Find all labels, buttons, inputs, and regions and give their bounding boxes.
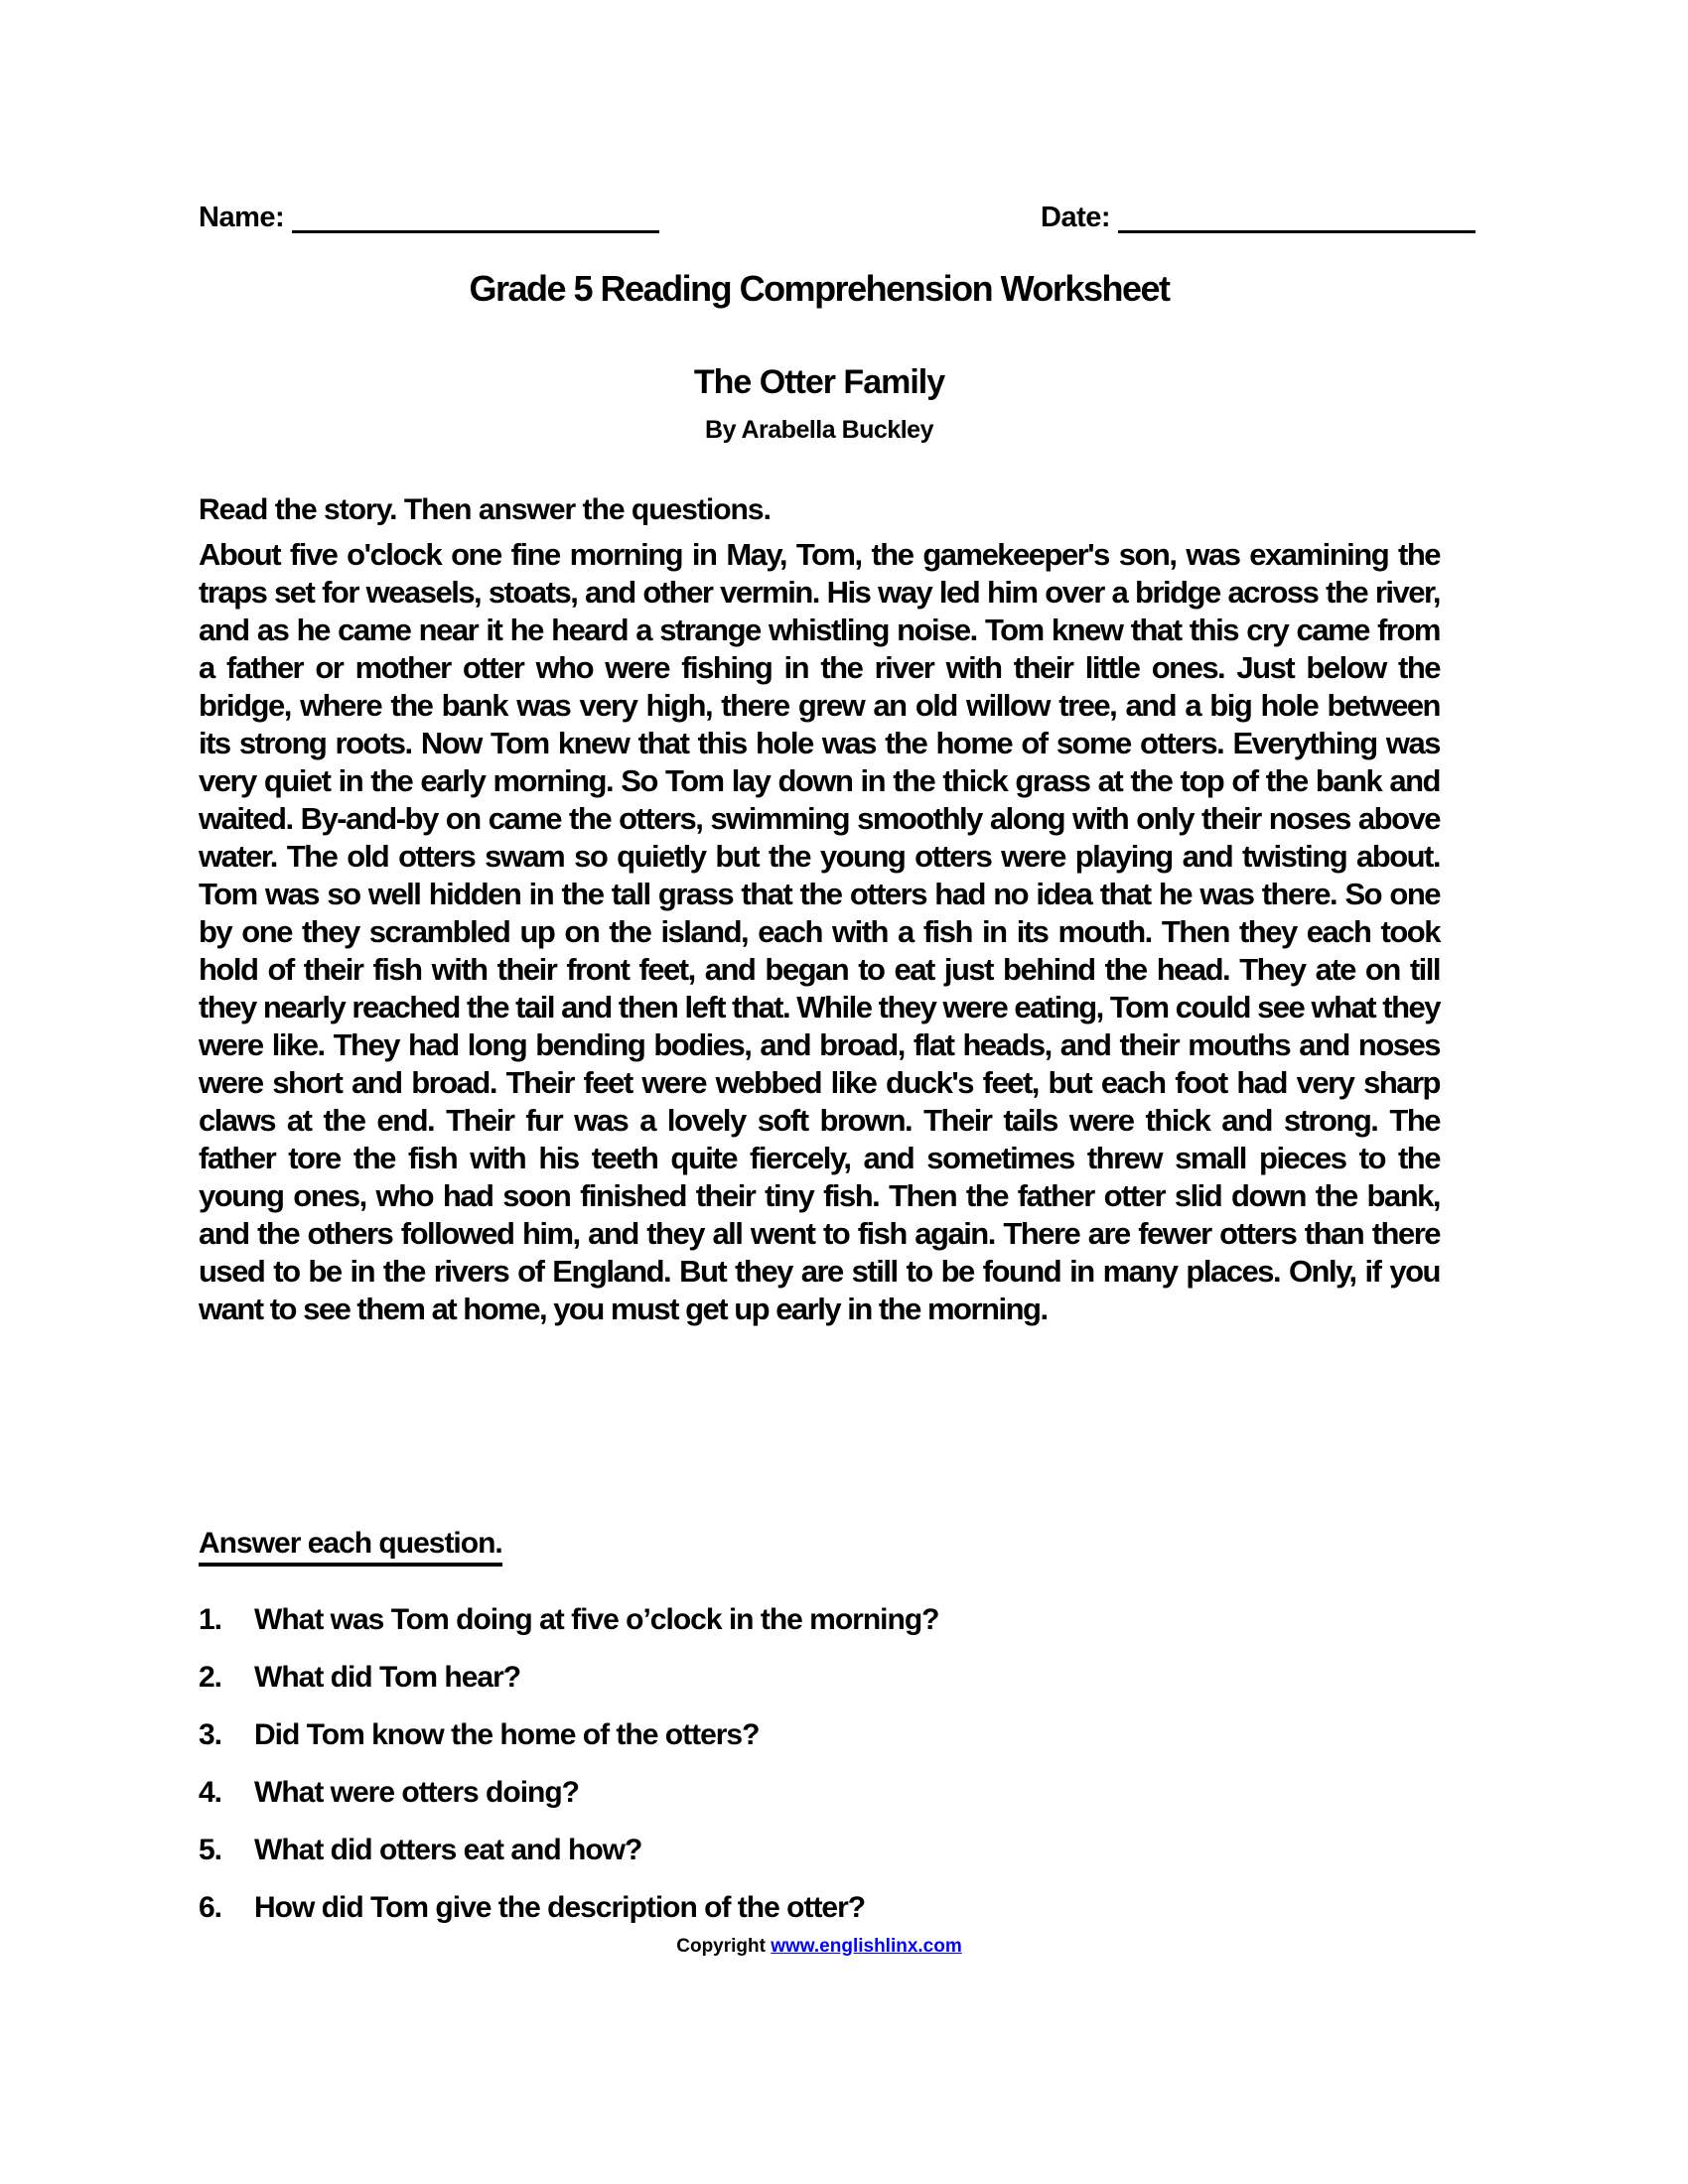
worksheet-title: Grade 5 Reading Comprehension Worksheet: [469, 268, 1170, 309]
story-instructions: Read the story. Then answer the questions.: [199, 493, 771, 526]
question-item: [199, 1659, 1440, 1697]
question-item: [199, 1774, 1440, 1812]
story-text: About five o'clock one fine morning in May, Tom, the gamekeeper's son, was examining the traps set for weasels, stoats, and other vermin. His way led him over a bridge across the river, and as he came near it he heard a strange whistling noise. Tom knew that this cry came from a father or mother otter who were fishing in the river with their little ones. Just below the bridge, where the bank was very high, there grew an old willow tree, and a big hole between its strong roots. Now Tom knew that this hole was the home of some otters. Everything was very quiet in the early morning. So Tom lay down in the thick grass at the top of the bank and waited. By-and-by on came the otters, swimming smoothly along with only their noses above water. The old otters swam so quietly but the young otters were playing and twisting about. Tom was so well hidden in the tall grass that the otters had no idea that he was there. So one by one they scrambled up on the island, each with a fish in its mouth. Then they each took hold of their fish with their front feet, and began to eat just behind the head. They ate on till they nearly reached the tail and then left that. While they were eating, Tom could see what they were like. They had long bending bodies, and broad, flat heads, and their mouths and noses were short and broad. Their feet were webbed like duck's feet, but each foot had very sharp claws at the end. Their fur was a lovely soft brown. Their tails were thick and strong. The father tore the fish with his teeth quite fiercely, and sometimes threw small pieces to the young ones, who had soon finished their tiny fish. Then the father otter slid down the bank, and the others followed him, and they all went to fish again. There are fewer otters than there used to be in the rivers of England. But they are still to be found in many places. Only, if you want to see them at home, you must get up early in the morning.: [199, 537, 1440, 1326]
question-number: 5.: [199, 1834, 222, 1866]
question-number: 3.: [199, 1718, 222, 1751]
question-text: How did Tom give the description of the otter?: [254, 1891, 866, 1924]
question-number: 6.: [199, 1891, 222, 1924]
questions-list: [199, 1601, 1440, 1947]
question-item: [199, 1601, 1440, 1639]
name-blank-line: [292, 202, 659, 233]
story-byline: By Arabella Buckley: [705, 416, 933, 444]
story-title: The Otter Family: [693, 363, 945, 401]
footer: [199, 1936, 1440, 1958]
question-item: [199, 1716, 1440, 1754]
question-number: 1.: [199, 1603, 222, 1636]
date-field: [1041, 202, 1476, 234]
question-text: What did otters eat and how?: [254, 1834, 642, 1866]
copyright-label: Copyright: [676, 1936, 766, 1957]
question-text: Did Tom know the home of the otters?: [254, 1718, 760, 1751]
name-field: [199, 202, 659, 234]
question-item: [199, 1889, 1440, 1927]
question-text: What did Tom hear?: [254, 1661, 521, 1694]
copyright-link[interactable]: www.englishlinx.com: [771, 1936, 962, 1957]
answer-heading: Answer each question.: [199, 1527, 502, 1567]
question-text: What was Tom doing at five o’clock in the morning?: [254, 1603, 939, 1636]
question-text: What were otters doing?: [254, 1776, 580, 1809]
date-blank-line: [1118, 202, 1476, 233]
question-number: 2.: [199, 1661, 222, 1694]
date-label: Date:: [1041, 202, 1111, 233]
question-item: [199, 1832, 1440, 1869]
name-label: Name:: [199, 202, 285, 233]
question-number: 4.: [199, 1776, 222, 1809]
answer-section: [199, 1527, 502, 1567]
